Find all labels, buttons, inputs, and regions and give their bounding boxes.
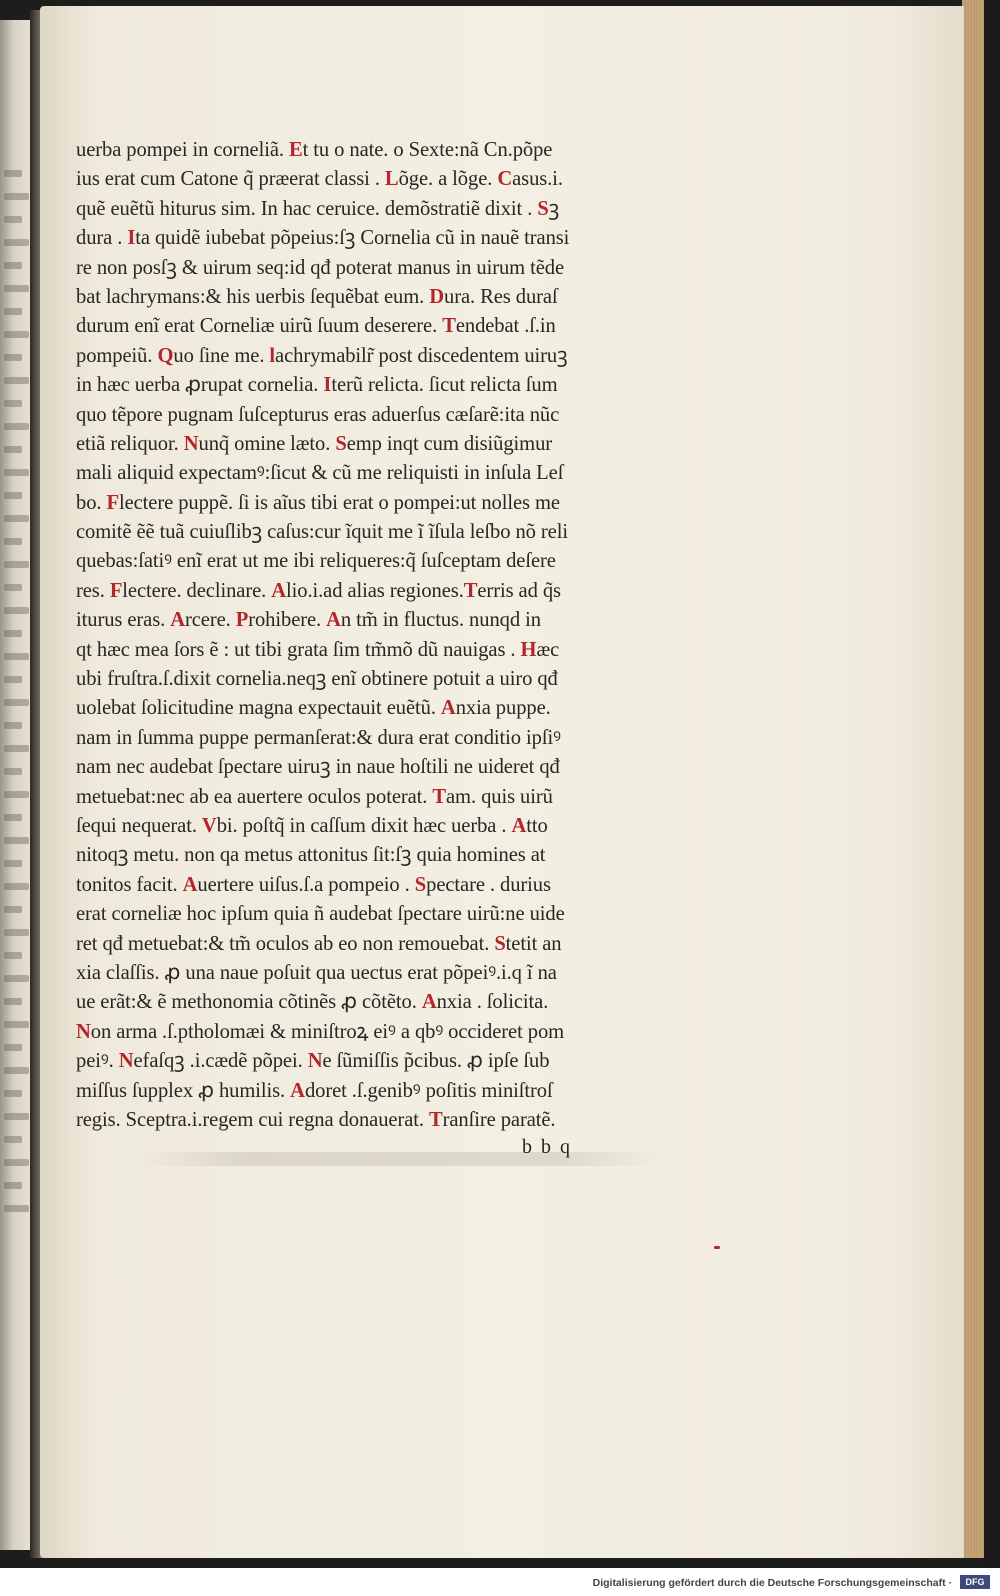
facing-page-text-line — [4, 998, 22, 1005]
text-run: õge. a lõge. — [398, 168, 498, 191]
facing-page-text-line — [4, 193, 29, 200]
text-run: endebat .ſ.in — [455, 315, 556, 338]
rubricated-initial: N — [118, 1050, 134, 1073]
facing-page-text-line — [4, 446, 22, 453]
text-run: bat lachrymans:& his uerbis ſequẽbat eum. — [76, 285, 430, 308]
text-line — [76, 1077, 676, 1106]
facing-page-text-line — [4, 952, 22, 959]
text-run: uerba pompei in corneliã. — [76, 139, 289, 161]
rubricated-initial: A — [271, 579, 286, 602]
facing-page-text-line — [4, 699, 29, 706]
rubricated-initial: l — [269, 344, 276, 367]
text-run: iturus eras. — [76, 609, 171, 632]
funding-credit: Digitalisierung gefördert durch die Deutsche Forschungsgemeinschaft · — [592, 1577, 952, 1589]
rubricated-initial: A — [440, 697, 456, 720]
text-line — [76, 988, 676, 1017]
rubricated-initial: T — [463, 579, 478, 602]
facing-page-text-line — [4, 1067, 29, 1074]
text-run: uolebat ſolicitudine magna expectauit euẽtũ. — [76, 697, 441, 720]
footer-bar — [0, 1568, 1000, 1596]
rubricated-initial: H — [520, 638, 537, 661]
rubricated-initial: E — [288, 139, 303, 161]
text-run: quẽ euẽtũ hiturus sim. In hac ceruice. demõstratiẽ dixit . — [76, 197, 538, 220]
text-run: comitẽ ẽẽ tuã cuiuſlibꝫ caſus:cur ĩquit me ĩ ĩſula leſbo nõ reli — [76, 521, 568, 544]
text-run: bi. poſtq̃ in caſſum dixit hæc uerba . — [216, 814, 512, 837]
ink-fleck — [714, 1246, 720, 1249]
text-run: dura . — [76, 227, 128, 250]
text-line — [76, 195, 676, 224]
text-run: regis. Sceptra.i.regem cui regna donauerat. — [76, 1108, 429, 1131]
dfg-logo-icon: DFG — [960, 1575, 990, 1589]
text-line — [76, 254, 676, 283]
rubricated-initial: F — [106, 491, 119, 514]
facing-page-text-line — [4, 1205, 29, 1212]
text-run: in hæc uerba ꝓrupat cornelia. — [76, 374, 324, 397]
facing-page-text-line — [4, 469, 29, 476]
text-run: ꝫ — [548, 197, 560, 220]
text-line — [76, 783, 676, 812]
rubricated-initial: P — [235, 609, 249, 632]
text-line — [76, 283, 676, 312]
facing-page-text-line — [4, 653, 29, 660]
text-run: metuebat:nec ab ea auertere oculos poterat. — [76, 785, 433, 808]
text-run: tonitos facit. — [76, 873, 183, 896]
text-line — [76, 489, 676, 518]
rubricated-initial: A — [511, 814, 527, 837]
text-run: lectere puppẽ. ſi is aĩus tibi erat o pompei:ut nolles me — [118, 491, 560, 514]
facing-page-text-line — [4, 1182, 22, 1189]
rubricated-initial: S — [414, 873, 427, 896]
text-run: pectare . durius — [426, 873, 551, 896]
facing-page-text-line — [4, 975, 29, 982]
text-line — [76, 753, 676, 782]
text-line — [76, 136, 676, 165]
text-run: efaſqꝫ .i.cædẽ põpei. — [133, 1050, 308, 1073]
text-run: erris ad q̃s — [477, 579, 561, 602]
text-run: am. quis uirũ — [446, 785, 553, 808]
text-run: lio.i.ad alias regiones. — [286, 579, 464, 602]
text-line — [76, 430, 676, 459]
facing-page-edge — [0, 20, 34, 1550]
text-run: lectere. declinare. — [122, 579, 272, 602]
text-line — [76, 636, 676, 665]
facing-page-text-line — [4, 676, 22, 683]
text-run: asus.i. — [512, 168, 563, 191]
text-line — [76, 724, 676, 753]
text-run: nitoqꝫ metu. non qa metus attonitus ſit:ſꝫ quia homines at — [76, 844, 546, 867]
rubricated-initial: T — [432, 785, 447, 808]
text-run: nxia . ſolicita. — [436, 991, 549, 1014]
text-line — [76, 577, 676, 606]
facing-page-text-line — [4, 906, 22, 913]
text-run: æc — [536, 638, 560, 661]
facing-page-text-line — [4, 538, 22, 545]
text-run: uo ſine me. — [173, 344, 270, 367]
text-run: tto — [526, 814, 548, 837]
facing-page-text-line — [4, 837, 29, 844]
rubricated-initial: I — [127, 227, 136, 250]
text-line — [76, 312, 676, 341]
text-run: res. — [76, 579, 110, 602]
rubricated-initial: S — [494, 932, 506, 955]
signature-mark: b b q — [522, 1136, 572, 1158]
text-line — [76, 694, 676, 723]
facing-page-text-line — [4, 423, 29, 430]
text-line — [76, 871, 676, 900]
text-run: unq̃ omine læto. — [198, 432, 336, 455]
text-line — [76, 1047, 676, 1076]
facing-page-text-line — [4, 860, 22, 867]
rubricated-initial: A — [421, 991, 437, 1014]
text-line — [76, 518, 676, 547]
text-run: t tu o nate. o Sexte:nã Cn.põpe — [302, 139, 553, 161]
rubricated-initial: N — [76, 1020, 91, 1043]
facing-page-text-line — [4, 1044, 22, 1051]
rubricated-initial: Q — [157, 344, 174, 367]
text-line — [76, 547, 676, 576]
rubricated-initial: S — [335, 432, 347, 455]
text-run: mali aliquid expectamꝰ:ſicut & cũ me reliquisti in inſula Leſ — [76, 462, 564, 485]
facing-page-text-line — [4, 515, 29, 522]
page-edges — [962, 0, 984, 1558]
text-run: xia claſſis. ꝓ una naue poſuit qua uectus erat põpeiꝰ.i.q ĩ na — [76, 961, 557, 984]
text-run: quo tẽpore pugnam ſuſcepturus eras aduerſus cæſarẽ:ita nũc — [76, 403, 560, 426]
facing-page-text-line — [4, 262, 22, 269]
text-line — [76, 606, 676, 635]
facing-page-text-line — [4, 1021, 29, 1028]
text-line — [76, 1018, 676, 1047]
text-run: on arma .ſ.ptholomæi & miniſtroꝝ eiꝰ a qbꝰ occideret pom — [90, 1020, 565, 1043]
rubricated-initial: A — [182, 873, 198, 896]
facing-page-text-line — [4, 722, 22, 729]
rubricated-initial: S — [537, 197, 549, 220]
facing-page-text-line — [4, 883, 29, 890]
rubricated-initial: V — [201, 814, 217, 837]
facing-page-text-line — [4, 584, 22, 591]
facing-page-text-line — [4, 1113, 29, 1120]
text-line — [76, 224, 676, 253]
text-run: ius erat cum Catone q̃ præerat classi . — [76, 168, 385, 191]
text-run: rohibere. — [248, 609, 327, 632]
facing-page-text-line — [4, 1090, 22, 1097]
text-run: nxia puppe. — [455, 697, 551, 720]
text-run: n tm̃ in fluctus. nunqd in — [340, 609, 541, 632]
text-column — [76, 136, 676, 1135]
text-run: bo. — [76, 491, 107, 514]
facing-page-text-line — [4, 400, 22, 407]
text-run: quebas:ſatiꝰ enĩ erat ut me ibi reliqueres:q̃ ſuſceptam deſere — [76, 550, 556, 573]
text-run: miſſus ſupplex ꝓ humilis. — [76, 1079, 291, 1102]
rubricated-initial: C — [497, 168, 513, 191]
rubricated-initial: I — [323, 374, 332, 397]
text-run: ret qđ metuebat:& tm̃ oculos ab eo non remouebat. — [76, 932, 495, 955]
text-run: achrymabilr̃ post discedentem uiruꝫ — [275, 344, 568, 367]
text-run: rcere. — [185, 609, 236, 632]
facing-page-text-line — [4, 285, 29, 292]
facing-page-text-line — [4, 607, 29, 614]
text-run: qt hæc mea ſors ẽ : ut tibi grata ſim tm̃mõ dũ nauigas . — [76, 638, 521, 661]
facing-page-text-line — [4, 492, 22, 499]
text-run: ubi fruſtra.ſ.dixit cornelia.neqꝫ enĩ obtinere potuit a uiro qđ — [76, 668, 558, 691]
rubricated-initial: T — [428, 1108, 443, 1131]
scan-border — [984, 0, 1000, 1568]
text-run: terũ relicta. ſicut relicta ſum — [331, 374, 558, 397]
facing-page-text-line — [4, 768, 22, 775]
rubricated-initial: A — [326, 609, 341, 632]
text-run: ue erãt:& ẽ methonomia cõtinẽs ꝓ cõtẽto. — [76, 991, 422, 1014]
facing-page-text-line — [4, 170, 22, 177]
text-line — [76, 342, 676, 371]
text-run: doret .ſ.genibꝰ poſitis miniſtroſ — [304, 1079, 553, 1102]
text-run: nam in ſumma puppe permanſerat:& dura erat conditio ipſiꝰ — [76, 726, 561, 749]
text-line — [76, 371, 676, 400]
rubricated-initial: F — [109, 579, 123, 602]
facing-page-text-line — [4, 331, 29, 338]
facing-page-text-line — [4, 745, 29, 752]
text-run: tetit an — [505, 932, 562, 955]
facing-page-text-line — [4, 561, 29, 568]
show-through-text — [140, 1152, 660, 1166]
facing-page-text-line — [4, 377, 29, 384]
facing-page-text-line — [4, 308, 22, 315]
rubricated-initial: N — [307, 1050, 323, 1073]
facing-page-text-line — [4, 1159, 29, 1166]
rubricated-initial: L — [384, 168, 399, 191]
text-line — [76, 959, 676, 988]
rubricated-initial: D — [429, 285, 445, 308]
text-run: pompeiũ. — [76, 344, 158, 367]
text-line — [76, 930, 676, 959]
text-line — [76, 841, 676, 870]
text-run: peiꝰ. — [76, 1050, 119, 1073]
facing-page-text-line — [4, 791, 29, 798]
rubricated-initial: T — [442, 315, 456, 338]
facing-page-text-line — [4, 354, 22, 361]
text-run: e ſũmiſſis p̃cibus. ꝓ ipſe ſub — [322, 1050, 550, 1073]
text-line — [76, 665, 676, 694]
text-line — [76, 401, 676, 430]
facing-page-text-line — [4, 216, 22, 223]
text-line — [76, 1106, 676, 1135]
text-run: re non posſꝫ & uirum seq:id qđ poterat manus in uirum tẽde — [76, 256, 565, 279]
text-run: emp inqt cum disiũgimur — [346, 432, 553, 455]
text-line — [76, 812, 676, 841]
facing-page-text-line — [4, 630, 22, 637]
text-run: etiã reliquor. — [76, 432, 184, 455]
rubricated-initial: N — [183, 432, 199, 455]
text-line — [76, 900, 676, 929]
text-line — [76, 459, 676, 488]
rubricated-initial: A — [290, 1079, 305, 1102]
rubricated-initial: A — [170, 609, 185, 632]
text-run: ura. Res duraſ — [444, 285, 558, 308]
text-run: ta quidẽ iubebat põpeius:ſꝫ Cornelia cũ in nauẽ transi — [135, 227, 570, 250]
text-run: ranſire paratẽ. — [442, 1108, 556, 1131]
text-run: durum enĩ erat Corneliæ uirũ ſuum deserere. — [76, 315, 443, 338]
facing-page-text-line — [4, 1136, 22, 1143]
facing-page-text-line — [4, 929, 29, 936]
text-run: erat corneliæ hoc ipſum quia ñ audebat ſpectare uirũ:ne uide — [76, 903, 565, 926]
text-run: uertere uiſus.ſ.a pompeio . — [197, 873, 415, 896]
facing-page-text-line — [4, 239, 29, 246]
text-run: ſequi nequerat. — [76, 814, 202, 837]
facing-page-text-line — [4, 814, 22, 821]
text-run: nam nec audebat ſpectare uiruꝫ in naue hoſtili ne uideret qđ — [76, 756, 560, 779]
text-line — [76, 165, 676, 194]
